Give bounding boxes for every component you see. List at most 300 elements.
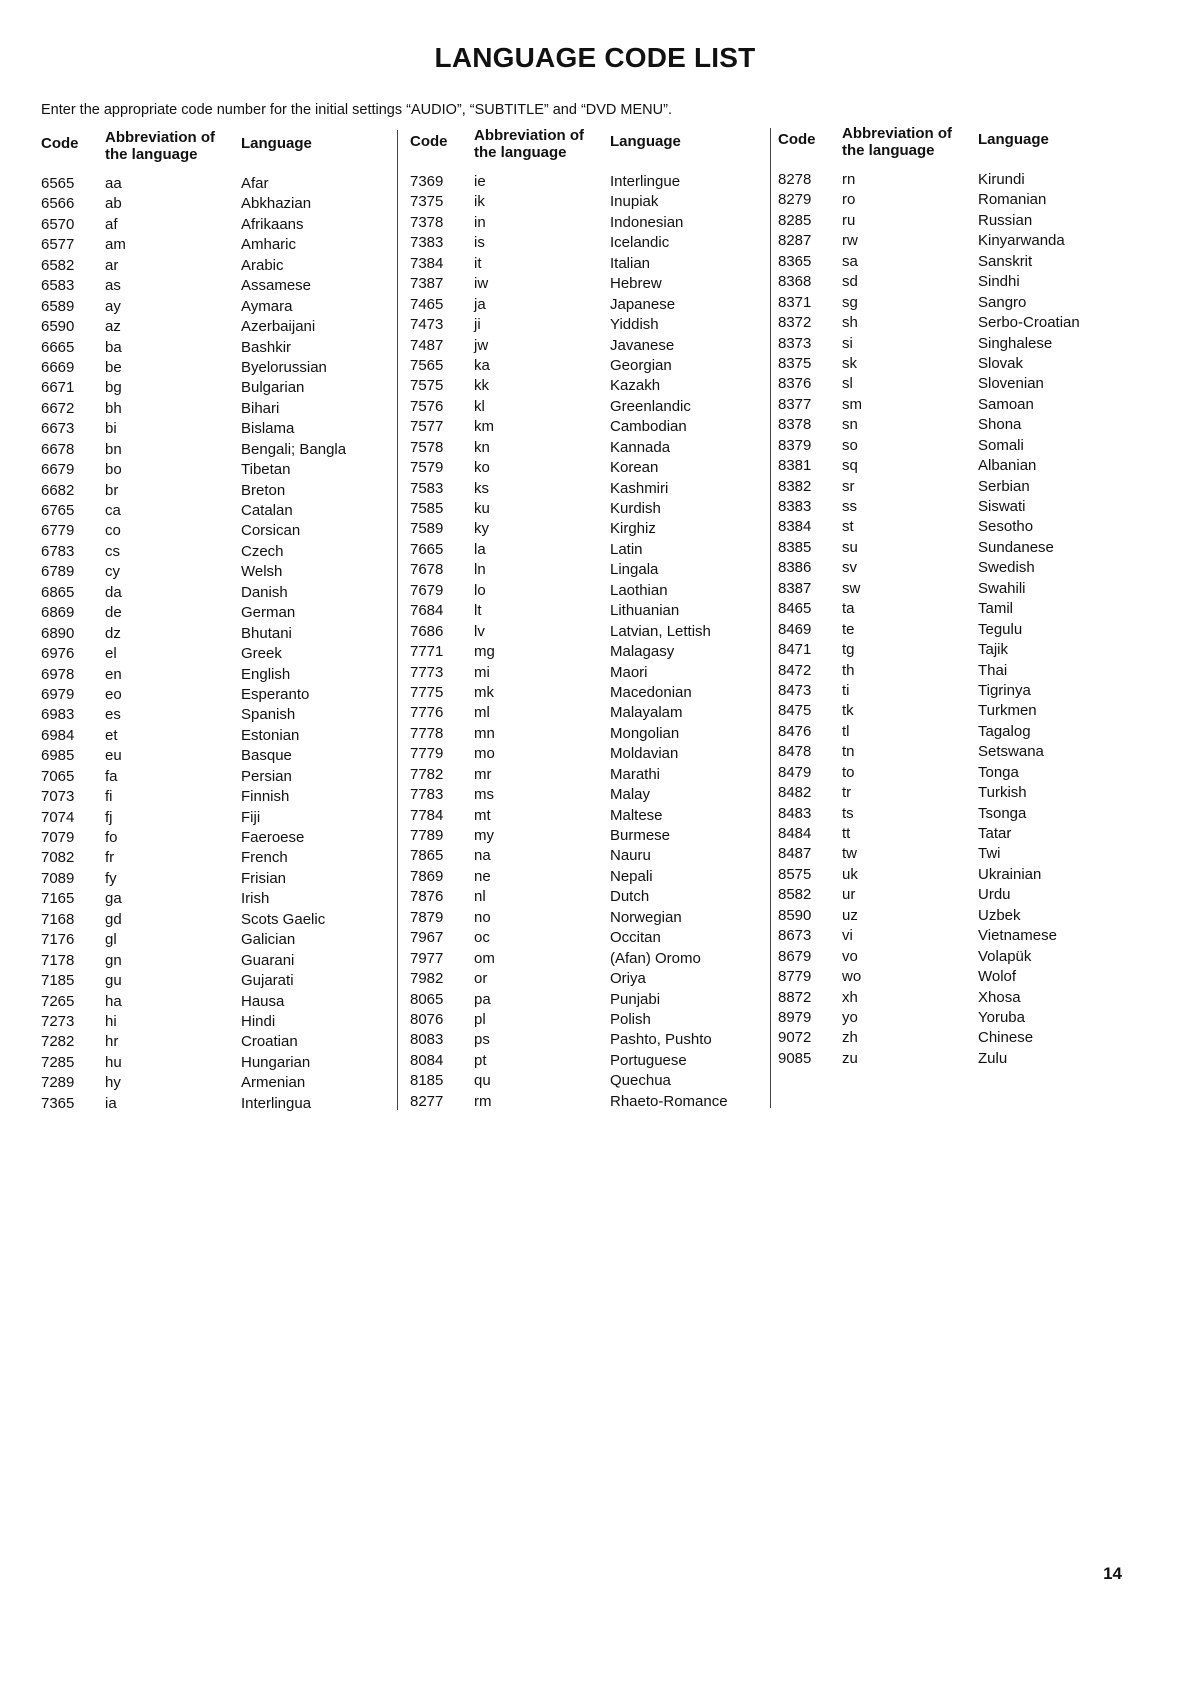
language-code: 8872 [778,988,812,1006]
language-code: 7779 [410,745,444,763]
language-code: 7776 [410,704,444,722]
language-abbreviation: tr [842,784,852,802]
language-row [778,763,1118,783]
language-row [410,908,750,928]
language-row [410,254,750,274]
language-name: Hungarian [241,1053,311,1071]
language-code: 7285 [41,1053,75,1071]
language-code: 6765 [41,502,75,519]
language-code: 8478 [778,743,812,761]
language-code: 7665 [410,540,444,558]
language-code: 8377 [778,395,812,413]
language-abbreviation: sh [842,314,858,332]
language-row [41,951,381,971]
language-abbreviation: az [105,318,121,336]
language-code: 6566 [41,195,75,213]
code-rows [41,174,381,1114]
header-abbreviation: Abbreviation of the language [105,129,216,163]
language-name: Albanian [978,457,1037,475]
language-code: 7783 [410,786,444,804]
language-row [41,1094,381,1114]
language-name: Bislama [241,420,295,438]
language-abbreviation: hi [105,1012,117,1030]
language-name: Kurdish [610,500,661,517]
language-code: 8378 [778,416,812,434]
language-name: Siswati [978,498,1026,515]
language-name: Tajik [978,641,1009,659]
language-name: Gujarati [241,972,294,990]
language-code: 8185 [410,1072,444,1090]
language-code: 7089 [41,869,75,887]
language-abbreviation: mi [474,663,490,681]
language-abbreviation: be [105,358,122,376]
language-name: Swahili [978,579,1026,597]
language-row [41,848,381,868]
language-code: 8779 [778,968,812,986]
language-name: Croatian [241,1033,298,1051]
language-row [410,336,750,356]
language-row [410,581,750,601]
language-code: 8387 [778,579,812,597]
language-row [410,867,750,887]
language-name: Tonga [978,763,1019,781]
language-abbreviation: vi [842,927,853,945]
language-row [41,910,381,930]
language-name: Singhalese [978,334,1053,352]
language-code: 6779 [41,522,75,540]
language-code: 7585 [410,500,444,517]
language-abbreviation: en [105,665,122,683]
language-abbreviation: mn [474,724,495,742]
language-code: 8479 [778,763,812,781]
language-abbreviation: pa [474,990,491,1008]
language-abbreviation: hy [105,1074,121,1092]
language-name: Greek [241,645,282,663]
language-row [410,458,750,478]
language-abbreviation: ro [842,191,856,209]
language-name: Greenlandic [610,397,691,415]
language-row [41,317,381,337]
language-row [778,865,1118,885]
column-header [778,125,1118,170]
language-name: Ukrainian [978,865,1042,883]
language-name: Irish [241,890,270,908]
language-name: French [241,849,288,867]
language-abbreviation: to [842,763,855,781]
language-abbreviation: zh [842,1029,858,1047]
language-row [41,542,381,562]
header-language: Language [241,135,312,152]
language-abbreviation: tl [842,722,850,740]
language-code: 8083 [410,1031,444,1049]
language-code: 8385 [778,538,812,556]
language-abbreviation: ko [474,459,490,477]
language-abbreviation: ca [105,502,121,519]
language-code: 7775 [410,683,444,701]
language-name: Catalan [241,502,293,519]
language-abbreviation: km [474,418,494,436]
language-name: Icelandic [610,234,670,252]
language-name: Hausa [241,992,285,1010]
language-code: 7378 [410,213,444,231]
language-row [41,256,381,276]
language-row [41,338,381,358]
language-abbreviation: nl [474,888,486,906]
language-name: Yiddish [610,316,659,334]
language-abbreviation: it [474,254,482,272]
language-name: Persian [241,767,292,785]
language-code: 8065 [410,990,444,1008]
language-code: 7583 [410,479,444,497]
language-row [41,746,381,766]
language-abbreviation: sq [842,457,858,475]
language-row [41,1073,381,1093]
language-code: 8472 [778,661,812,679]
language-code: 8487 [778,845,812,863]
language-name: Inupiak [610,193,659,211]
language-code: 7789 [410,827,444,844]
language-name: Sangro [978,293,1027,311]
language-abbreviation: ia [105,1094,117,1112]
code-rows [778,170,1118,1069]
language-row [41,828,381,848]
language-name: Galician [241,931,296,949]
language-abbreviation: na [474,847,491,865]
language-code: 6673 [41,420,75,438]
language-code: 7384 [410,254,444,272]
language-row [41,685,381,705]
language-abbreviation: ru [842,211,856,229]
page-title: LANGUAGE CODE LIST [434,42,756,73]
language-row [410,172,750,192]
language-row [410,785,750,805]
language-abbreviation: lt [474,602,482,620]
language-code: 8371 [778,293,812,311]
language-abbreviation: rw [842,232,858,250]
language-abbreviation: sn [842,416,858,434]
language-code: 7967 [410,929,444,947]
language-abbreviation: bi [105,420,117,438]
language-code: 6678 [41,440,75,458]
language-code: 7589 [410,520,444,538]
language-code: 8278 [778,171,812,188]
language-abbreviation: sm [842,395,862,413]
language-row [778,395,1118,415]
language-abbreviation: sk [842,354,857,372]
language-row [778,844,1118,864]
language-name: Esperanto [241,685,310,703]
language-row [410,846,750,866]
language-row [778,824,1118,844]
language-code: 7282 [41,1033,75,1051]
language-row [410,949,750,969]
language-row [410,1071,750,1091]
language-name: Romanian [978,191,1047,209]
language-code: 8482 [778,784,812,802]
language-abbreviation: no [474,908,491,926]
language-code: 7577 [410,418,444,436]
language-abbreviation: su [842,538,858,556]
language-row [41,665,381,685]
language-code: 6978 [41,665,75,683]
language-name: Moldavian [610,745,679,763]
language-name: Maori [610,663,648,681]
language-row [778,293,1118,313]
language-code: 7771 [410,643,444,661]
language-abbreviation: kk [474,377,489,395]
language-name: Tigrinya [978,681,1031,699]
language-code: 8277 [410,1092,444,1110]
language-name: Setswana [978,743,1044,761]
language-row [410,928,750,948]
language-abbreviation: hr [105,1033,119,1051]
column-divider [770,128,771,1108]
language-row [41,808,381,828]
language-code: 8473 [778,681,812,699]
language-abbreviation: is [474,234,485,252]
language-code: 7165 [41,890,75,908]
language-name: Bihari [241,399,280,417]
language-code: 6984 [41,726,75,744]
language-name: Kazakh [610,377,661,395]
language-row [41,869,381,889]
language-row [778,926,1118,946]
language-code: 7565 [410,356,444,374]
language-row [410,683,750,703]
language-abbreviation: ss [842,498,857,515]
language-name: Bhutani [241,624,292,642]
language-code: 8582 [778,886,812,904]
language-abbreviation: uk [842,865,858,883]
language-abbreviation: sg [842,293,858,311]
language-abbreviation: tk [842,702,854,720]
language-row [41,644,381,664]
language-code: 7679 [410,581,444,599]
header-code: Code [778,131,816,148]
language-row [778,354,1118,374]
language-name: Pashto, Pushto [610,1031,712,1049]
language-row [410,295,750,315]
language-code: 8679 [778,947,812,965]
language-row [778,885,1118,905]
language-name: Amharic [241,236,297,254]
language-abbreviation: cs [105,542,120,560]
language-name: Fiji [241,808,261,826]
language-row [778,170,1118,190]
language-row [778,599,1118,619]
language-name: Aymara [241,297,293,315]
header-code: Code [41,135,79,152]
language-abbreviation: tt [842,825,851,842]
language-abbreviation: af [105,215,118,233]
language-code: 6570 [41,215,75,233]
language-abbreviation: tn [842,743,855,761]
language-row [410,642,750,662]
language-row [41,378,381,398]
code-column-1 [41,129,381,1122]
language-row [778,1008,1118,1028]
language-code: 6890 [41,624,75,642]
language-row [410,438,750,458]
language-name: Serbo-Croatian [978,314,1080,332]
language-code: 7473 [410,316,444,334]
language-abbreviation: ba [105,338,122,356]
language-row [778,579,1118,599]
language-row [41,930,381,950]
language-code: 6565 [41,175,75,192]
language-row [410,417,750,437]
language-abbreviation: rn [842,171,856,188]
language-abbreviation: ka [474,356,490,374]
language-abbreviation: bg [105,379,122,397]
language-code: 7684 [410,602,444,620]
language-code: 6976 [41,645,75,663]
language-name: German [241,604,296,622]
language-code: 7079 [41,829,75,846]
language-name: Byelorussian [241,358,327,376]
language-name: Basque [241,747,292,765]
language-abbreviation: eu [105,747,122,765]
language-name: Volapük [978,947,1032,965]
language-name: Interlingua [241,1094,312,1112]
language-code: 7185 [41,972,75,990]
language-abbreviation: sr [842,477,855,495]
language-name: Serbian [978,477,1030,495]
language-name: Portuguese [610,1051,687,1069]
language-code: 8383 [778,498,812,515]
language-code: 7289 [41,1074,75,1092]
language-name: Cambodian [610,418,687,436]
language-name: Quechua [610,1072,671,1090]
language-abbreviation: sl [842,375,853,393]
language-name: Tamil [978,600,1014,618]
language-name: Punjabi [610,990,661,1008]
language-row [778,681,1118,701]
language-abbreviation: sw [842,579,861,597]
language-code: 8469 [778,620,812,638]
language-row [41,603,381,623]
language-name: Scots Gaelic [241,910,326,928]
language-row [778,722,1118,742]
language-row [778,211,1118,231]
language-row [778,640,1118,660]
language-code: 6590 [41,318,75,336]
language-code: 7082 [41,849,75,867]
language-row [778,231,1118,251]
language-abbreviation: ha [105,992,122,1010]
header-language: Language [978,131,1049,148]
language-code: 9072 [778,1029,812,1047]
language-abbreviation: wo [842,968,862,986]
language-name: Assamese [241,277,312,295]
header-abbreviation: Abbreviation of the language [474,127,585,161]
language-name: Uzbek [978,906,1021,924]
language-row [410,826,750,846]
language-abbreviation: gd [105,910,122,928]
language-name: Italian [610,254,651,272]
language-code: 7065 [41,767,75,785]
language-abbreviation: fy [105,869,117,887]
language-abbreviation: sv [842,559,857,577]
language-code: 7176 [41,931,75,949]
language-row [41,1012,381,1032]
language-name: English [241,665,291,683]
language-row [778,1028,1118,1048]
language-abbreviation: ps [474,1031,490,1049]
language-abbreviation: gu [105,972,122,990]
language-code: 8386 [778,559,812,577]
language-name: Twi [978,845,1001,863]
language-name: Laothian [610,581,668,599]
language-name: Turkmen [978,702,1037,720]
language-row [41,481,381,501]
language-code: 7865 [410,847,444,865]
language-name: Urdu [978,886,1011,904]
language-row [41,501,381,521]
language-abbreviation: bh [105,399,122,417]
language-row [778,313,1118,333]
language-row [41,583,381,603]
language-row [410,703,750,723]
language-name: Tatar [978,825,1012,842]
language-name: Spanish [241,706,296,724]
language-row [410,479,750,499]
language-abbreviation: lv [474,622,485,640]
column-divider [397,130,398,1110]
language-abbreviation: vo [842,947,858,965]
language-code: 6783 [41,542,75,560]
language-abbreviation: lo [474,581,486,599]
language-row [778,436,1118,456]
language-row [410,969,750,989]
language-row [778,1049,1118,1069]
language-code: 8368 [778,273,812,291]
language-name: Occitan [610,929,661,947]
language-code: 7879 [410,908,444,926]
language-code: 6679 [41,461,75,479]
language-code: 6582 [41,256,75,274]
language-row [778,374,1118,394]
language-code: 7876 [410,888,444,906]
language-abbreviation: ik [474,193,485,211]
language-name: Korean [610,459,659,477]
language-name: Turkish [978,784,1027,802]
language-code: 8471 [778,641,812,659]
language-abbreviation: uz [842,906,858,924]
language-name: Slovak [978,354,1024,372]
language-name: Thai [978,661,1008,679]
language-code: 8373 [778,334,812,352]
language-name: Vietnamese [978,927,1057,945]
language-code: 7465 [410,295,444,313]
language-name: Abkhazian [241,195,312,213]
language-abbreviation: or [474,970,488,988]
language-name: Georgian [610,356,672,374]
language-code: 7784 [410,806,444,824]
language-code: 7869 [410,867,444,885]
language-code: 8381 [778,457,812,475]
language-name: Bashkir [241,338,292,356]
language-code: 7265 [41,992,75,1010]
language-abbreviation: my [474,827,494,844]
language-code: 6682 [41,481,75,499]
language-abbreviation: fa [105,767,118,785]
language-name: Bengali; Bangla [241,440,347,458]
language-code: 6671 [41,379,75,397]
language-name: Indonesian [610,213,684,231]
language-row [41,624,381,644]
language-code: 7778 [410,724,444,742]
